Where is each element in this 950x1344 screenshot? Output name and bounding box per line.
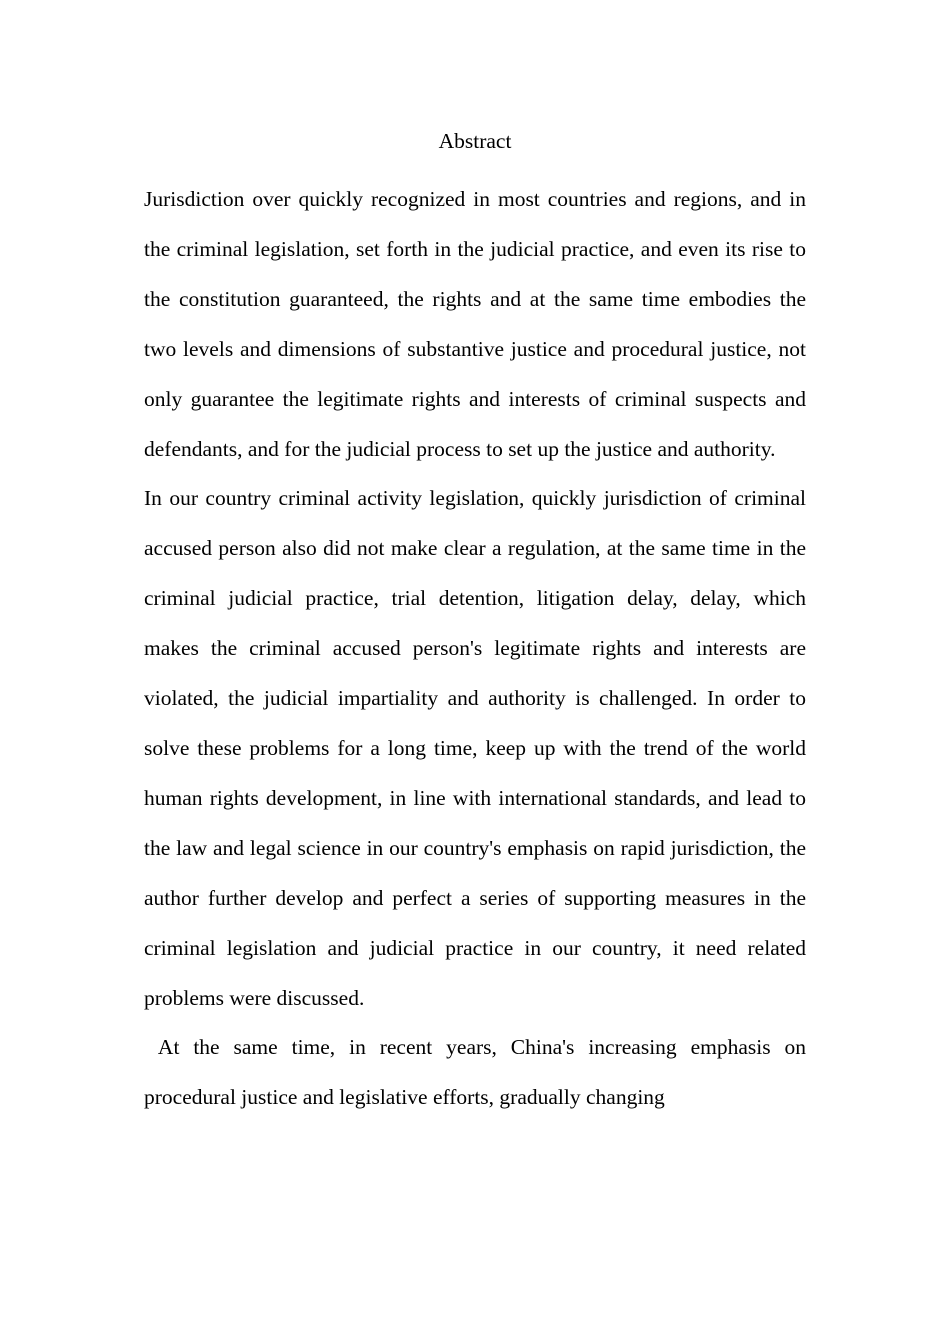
abstract-body bbox=[144, 175, 812, 1123]
paragraph-2: In our country criminal activity legislation, quickly jurisdiction of criminal accused person also did not make clear a regulation, at the same time in the criminal judicial practice, trial detention, litigation delay, delay, which makes the criminal accused person's legitimate rights and interests are violated, the judicial impartiality and authority is challenged. In order to solve these problems for a long time, keep up with the trend of the world human rights development, in line with international standards, and lead to the law and legal science in our country's emphasis on rapid jurisdiction, the author further develop and perfect a series of supporting measures in the criminal legislation and judicial practice in our country, it need related problems were discussed. bbox=[144, 486, 806, 1010]
paragraph-1: Jurisdiction over quickly recognized in most countries and regions, and in the criminal legislation, set forth in the judicial practice, and even its rise to the constitution guaranteed, the rights and at the same time embodies the two levels and dimensions of substantive justice and procedural justice, not only guarantee the legitimate rights and interests of criminal suspects and defendants, and for the judicial process to set up the justice and authority. bbox=[144, 187, 806, 461]
abstract-heading: Abstract bbox=[438, 129, 512, 153]
paragraph-3: At the same time, in recent years, China's increasing emphasis on procedural justice and legislative efforts, gradually changing bbox=[144, 1035, 812, 1110]
